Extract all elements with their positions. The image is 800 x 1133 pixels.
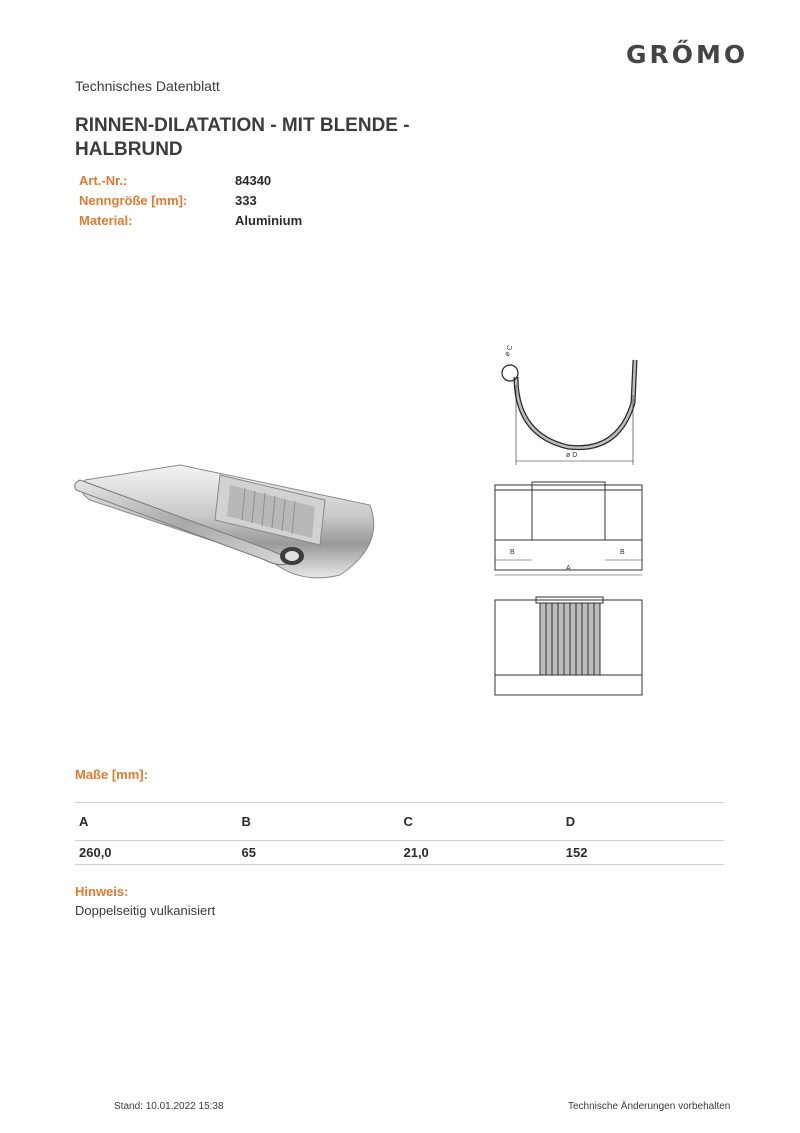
note-text: Doppelseitig vulkanisiert [75, 903, 216, 918]
header-d: D [565, 814, 576, 829]
footer-date: Stand: 10.01.2022 15:38 [114, 1101, 224, 1112]
top-view [495, 597, 642, 695]
header-b: B [241, 814, 251, 829]
header-a: A [79, 814, 89, 829]
article-number-value: 84340 [235, 173, 272, 188]
table-header-row [75, 803, 724, 841]
label-c: ø C [503, 344, 515, 358]
document-type: Technisches Datenblatt [75, 78, 220, 94]
nominal-size-value: 333 [235, 193, 257, 208]
article-number-row [79, 173, 302, 193]
product-info [79, 173, 302, 233]
product-photo [70, 450, 390, 590]
profile-view [502, 360, 635, 465]
front-view [495, 482, 642, 575]
value-c: 21,0 [403, 845, 429, 860]
value-d: 152 [565, 845, 588, 860]
brand-logo: GRŐMO [626, 40, 749, 69]
label-b-right: B [620, 549, 625, 556]
value-b: 65 [241, 845, 256, 860]
nominal-size-row [79, 193, 302, 213]
page-title: RINNEN-DILATATION - MIT BLENDE - HALBRUND [75, 115, 410, 160]
material-row [79, 213, 302, 233]
dimensions-heading: Maße [mm]: [75, 767, 148, 782]
footer-disclaimer: Technische Änderungen vorbehalten [568, 1101, 731, 1112]
note-label: Hinweis: [75, 884, 129, 899]
table-row [75, 841, 724, 865]
label-a: A [566, 565, 571, 572]
nominal-size-label: Nenngröße [mm]: [79, 193, 188, 208]
dimensions-table [75, 802, 724, 865]
material-value: Aluminium [235, 213, 303, 228]
label-b-left: B [510, 549, 515, 556]
label-d: ø D [566, 452, 578, 459]
value-a: 260,0 [79, 845, 112, 860]
article-number-label: Art.-Nr.: [79, 173, 128, 188]
header-c: C [403, 814, 413, 829]
technical-drawing [488, 335, 658, 705]
material-label: Material: [79, 213, 133, 228]
